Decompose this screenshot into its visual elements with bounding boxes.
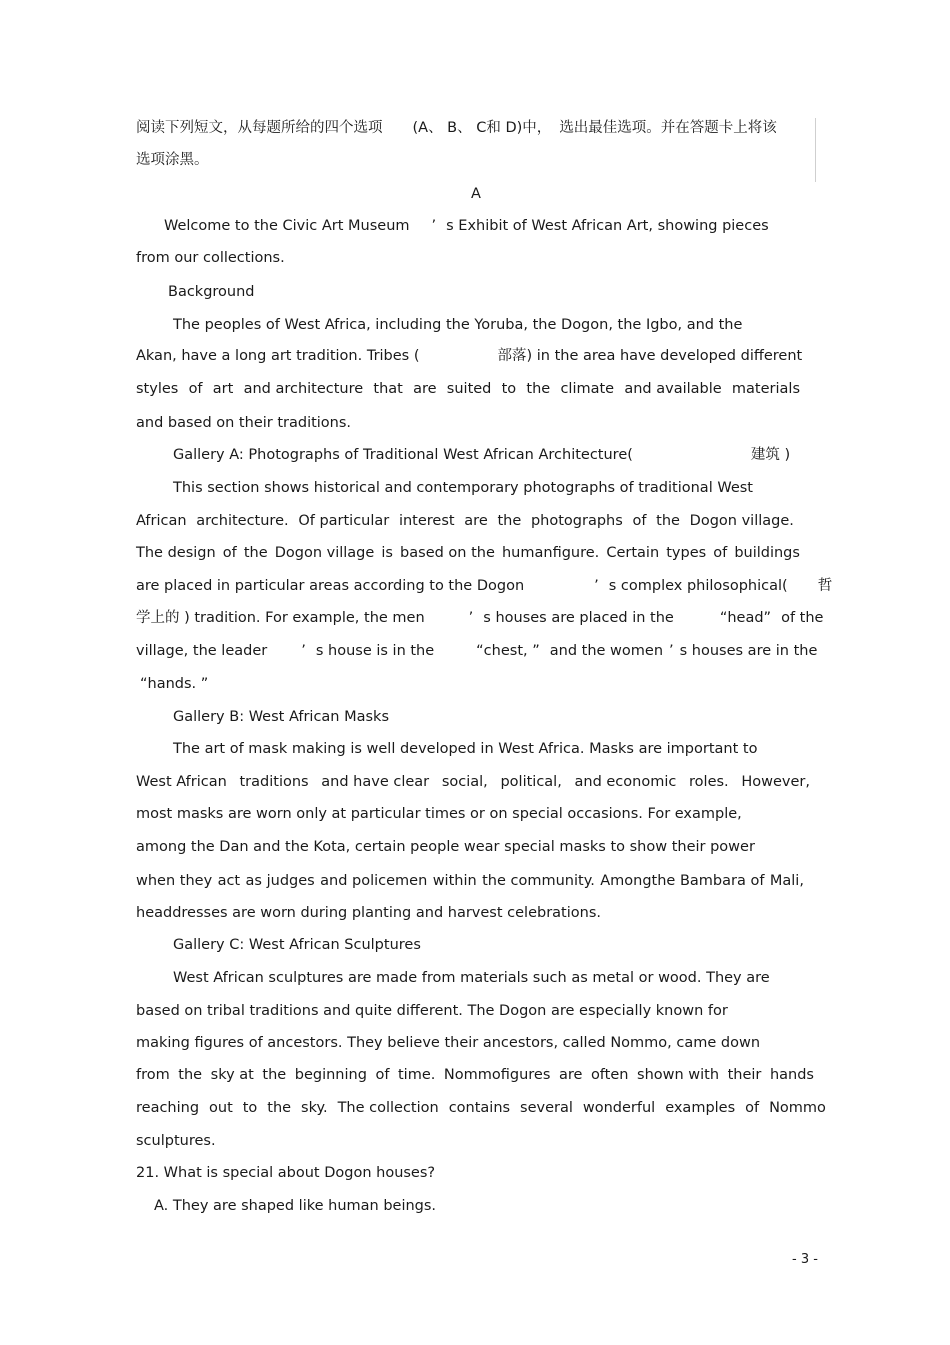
background-heading: Background [168,284,255,300]
word: and policemen [320,873,428,889]
word: Amongthe Bambara of [600,873,765,889]
margin-rule [815,118,816,182]
gallery-a-line-6 [136,642,817,660]
word: often [590,1067,629,1083]
word: of [745,1100,760,1116]
gallery-a-heading-text: Gallery A: Photographs of Traditional West African Architecture( [173,447,633,463]
text: are placed in particular areas according to the Dogon [136,578,525,594]
section-label: A [471,186,481,202]
instruction-line-2: 选项涂黑。 [136,152,209,168]
word: types [666,545,707,561]
word: their [727,1067,762,1083]
gallery-b-heading: Gallery B: West African Masks [173,709,390,725]
gallery-b-line-6: headdresses are worn during planting and harvest celebrations. [136,905,601,921]
text: s houses are in the [679,643,818,659]
background-line-3 [136,380,800,398]
gallery-a-line-4 [136,577,832,595]
instruction-text-c: 选出最佳选项。并在答题卡上将该 [559,120,777,136]
word: the [526,381,551,397]
word: Dogon village [274,545,375,561]
word: styles [136,381,179,397]
word: when they [136,873,213,889]
word: of [222,545,237,561]
apostrophe: ’ [594,578,599,594]
word: architecture. [196,513,289,529]
page-number: - 3 - [792,1252,818,1267]
intro-text-b: s Exhibit of West African Art, showing pieces [446,218,769,234]
gallery-c-line-5 [136,1099,826,1117]
instruction-text-b: (A、 B、 C和 D)中， [412,120,552,136]
word: materials [731,381,800,397]
word: the community. [482,873,595,889]
word: and architecture [243,381,364,397]
gallery-c-line-3: making figures of ancestors. They believe their ancestors, called Nommo, came down [136,1035,761,1051]
word: based on the [400,545,495,561]
word: sky. [301,1100,328,1116]
word: is [381,545,393,561]
word: Nommofigures [443,1067,551,1083]
word: from [136,1067,170,1083]
intro-line-1 [164,217,769,235]
word: interest [398,513,455,529]
word: suited [446,381,492,397]
gallery-c-line-4 [136,1066,814,1084]
word: African [136,513,187,529]
word: and available [624,381,722,397]
text: and the women [549,643,664,659]
word: social, [441,774,488,790]
word: to [501,381,517,397]
word: art [212,381,234,397]
word: climate [560,381,615,397]
word: the [243,545,268,561]
text: “chest, ” [476,643,540,659]
gallery-b-line-3: most masks are worn only at particular times or on special occasions. For example, [136,806,742,822]
intro-line-2: from our collections. [136,250,285,266]
word: of [188,381,203,397]
word: hands [769,1067,814,1083]
word: time. [397,1067,436,1083]
word: are [413,381,437,397]
word: Mali, [769,873,804,889]
gallery-b-line-4: among the Dan and the Kota, certain people wear special masks to show their power [136,839,755,855]
word: are [464,513,488,529]
gallery-a-line-1: This section shows historical and contemporary photographs of traditional West [173,480,753,496]
word: humanfigure. [501,545,600,561]
word: West African [136,774,227,790]
word: of [632,513,647,529]
word: The collection [337,1100,439,1116]
word: and have clear [321,774,430,790]
apostrophe: ’ [301,643,306,659]
intro-text-a: Welcome to the Civic Art Museum [164,218,410,234]
gallery-a-line-7: “hands. ” [140,676,209,692]
word: beginning [294,1067,367,1083]
word: to [242,1100,258,1116]
text: 学上的 ) tradition. For example, the men [136,610,425,626]
word: sky at [210,1067,254,1083]
word: the [656,513,680,529]
background-line-4: and based on their traditions. [136,415,352,431]
word: examples [665,1100,736,1116]
text: 哲 [817,578,833,594]
text: s houses are placed in the [483,610,674,626]
word: Of particular [298,513,390,529]
background-line-2-a: Akan, have a long art tradition. Tribes ( [136,348,420,364]
word: roles. [689,774,729,790]
background-line-2-c: ) in the area have developed different [526,348,803,364]
question-option-a: A. They are shaped like human beings. [154,1198,437,1214]
apostrophe: ’ [468,610,474,626]
word: photographs [530,513,623,529]
word: the [497,513,522,529]
apostrophe: ’ [669,643,674,659]
instruction-line-1 [136,119,777,137]
word: that [373,381,403,397]
instruction-text-a: 阅读下列短文，从每题所给的四个选项 [136,120,383,136]
word: wonderful [582,1100,656,1116]
word: However, [741,774,810,790]
text: village, the leader [136,643,268,659]
text: of the [781,610,824,626]
text: s complex philosophical( [608,578,788,594]
gallery-b-line-1: The art of mask making is well developed in West Africa. Masks are important to [173,741,758,757]
gallery-a-line-2 [136,512,794,530]
word: the [262,1067,287,1083]
word: out [209,1100,233,1116]
apostrophe: ’ [431,218,437,234]
word: contains [448,1100,511,1116]
text: s house is in the [315,643,435,659]
gallery-a-heading-cn: 建筑 ) [750,447,791,463]
word: and economic [574,774,677,790]
word: Certain [606,545,660,561]
gallery-c-heading: Gallery C: West African Sculptures [173,937,421,953]
word: The design [136,545,216,561]
gallery-c-line-2: based on tribal traditions and quite different. The Dogon are especially known for [136,1003,728,1019]
question-stem: 21. What is special about Dogon houses? [136,1165,436,1181]
word: several [520,1100,573,1116]
word: shown with [637,1067,720,1083]
gallery-b-line-2 [136,773,810,791]
word: traditions [239,774,309,790]
gallery-a-line-3 [136,544,800,562]
word: as judges [245,873,315,889]
gallery-c-line-6: sculptures. [136,1133,216,1149]
background-line-2 [136,347,802,365]
word: are [558,1067,583,1083]
background-line-2-b: 部落 [497,348,527,364]
word: reaching [136,1100,200,1116]
background-line-1: The peoples of West Africa, including the Yoruba, the Dogon, the Igbo, and the [173,317,743,333]
gallery-a-line-5 [136,609,823,627]
word: act [217,873,241,889]
word: Nommo [769,1100,826,1116]
word: the [178,1067,203,1083]
word: political, [500,774,562,790]
gallery-a-heading [173,446,790,464]
word: Dogon village. [689,513,794,529]
gallery-b-line-5 [136,872,804,890]
word: within [432,873,477,889]
text: “head” [719,610,772,626]
word: buildings [734,545,800,561]
word: of [713,545,728,561]
gallery-c-line-1: West African sculptures are made from materials such as metal or wood. They are [173,970,770,986]
word: the [267,1100,292,1116]
word: of [375,1067,390,1083]
